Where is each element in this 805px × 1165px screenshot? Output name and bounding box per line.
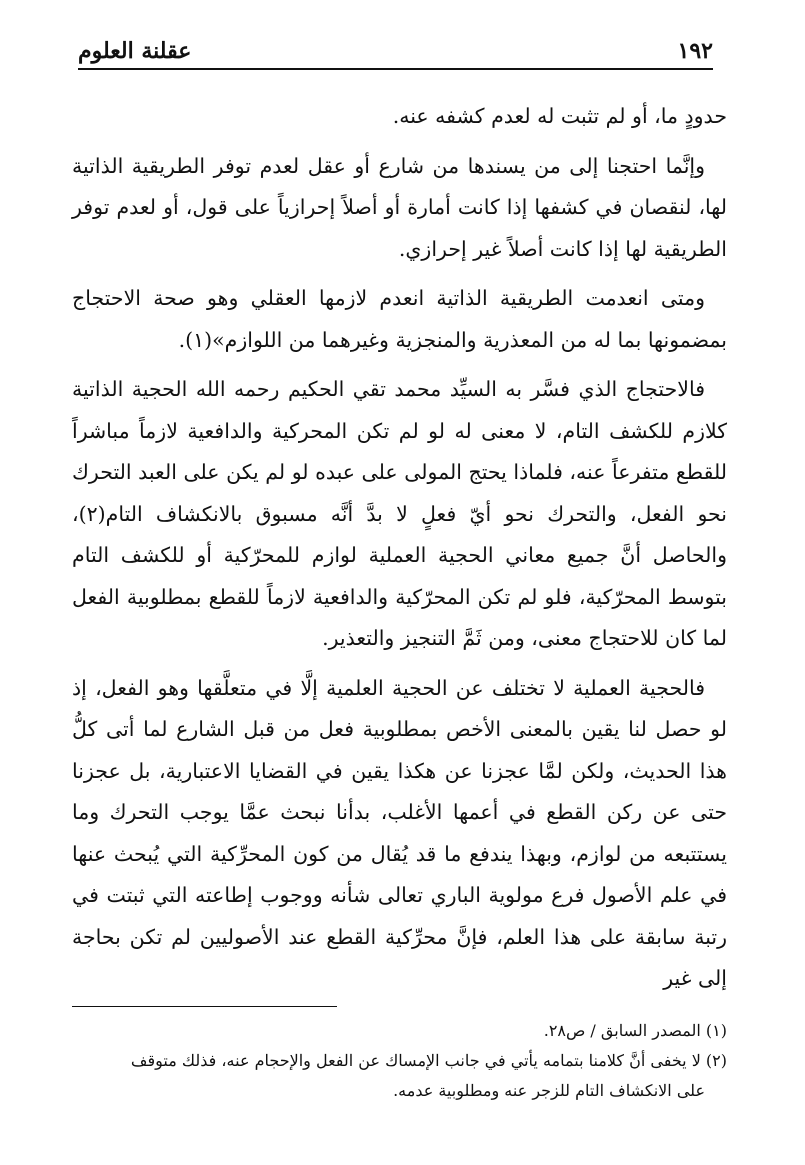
footnote-separator (72, 1006, 337, 1007)
book-title: عقلنة العلوم (78, 38, 192, 64)
main-text (72, 96, 727, 1008)
footnote-2-continuation: على الانكشاف التام للزجر عنه ومطلوبية عدمه. (393, 1081, 705, 1100)
footnotes (72, 1016, 727, 1106)
paragraph: فالاحتجاج الذي فسَّر به السيِّد محمد تقي الحكيم رحمه الله الحجية الذاتية كلازم للكشف التام، لا معنى له لو لم تكن المحركية والدافعية لازماً مباشراً للقطع متفرعاً عنه، فلماذا يحتج المولى على عبده لو لم يكن على العبد التحرك نحو الفعل، والتحرك نحو أيّ فعلٍ لا بدَّ أنَّه مسبوق بالانكشاف التام(٢)، والحاصل أنَّ جميع معاني الحجية العملية لوازم للمحرّكية أو للكشف التام بتوسط المحرّكية، فلو لم تكن المحرّكية والدافعية لازماً للقطع بمطلوبية الفعل لما كان للاحتجاج معنى، ومن ثَمَّ التنجيز والتعذير. (72, 377, 727, 650)
footnote-2: (٢) لا يخفى أنَّ كلامنا بتمامه يأتي في جانب الإمساك عن الفعل والإحجام عنه، فذلك متوقف (130, 1051, 727, 1070)
paragraph: حدودٍ ما، أو لم تثبت له لعدم كشفه عنه. (392, 104, 727, 128)
page-number: ١٩٢ (677, 38, 713, 64)
running-header (78, 34, 713, 70)
paragraph: وإنَّما احتجنا إلى من يسندها من شارع أو عقل لعدم توفر الطريقية الذاتية لها، لنقصان في كشفها إذا كانت أمارة أو أصلاً إحرازياً على قول، أو لعدم توفر الطريقية لها إذا كانت أصلاً غير إحرازي. (72, 153, 727, 261)
footnote-1: (١) المصدر السابق / ص٢٨. (543, 1021, 727, 1040)
paragraph: ومتى انعدمت الطريقية الذاتية انعدم لازمها العقلي وهو صحة الاحتجاج بمضمونها بما له من المعذرية والمنجزية وغيرهما من اللوازم»(١). (72, 286, 727, 352)
paragraph: فالحجية العملية لا تختلف عن الحجية العلمية إلَّا في متعلَّقها وهو الفعل، إذ لو حصل لنا يقين بالمعنى الأخص بمطلوبية فعل من قبل الشارع لما أتى كلُّ هذا الحديث، ولكن لمَّا عجزنا عن هكذا يقين في القضايا الاعتبارية، بل عجزنا حتى عن ركن القطع في أعمها الأغلب، بدأنا نبحث عمَّا يوجب التحرك وما يستتبعه من لوازم، وبهذا يندفع ما قد يُقال من كون المحرِّكية التي يُبحث عنها في علم الأصول فرع مولوية الباري تعالى شأنه ووجوب إطاعته التي ثبتت في رتبة سابقة على هذا العلم، فإنَّ محرِّكية القطع عند الأصوليين لم تكن بحاجة إلى غير (72, 675, 727, 990)
